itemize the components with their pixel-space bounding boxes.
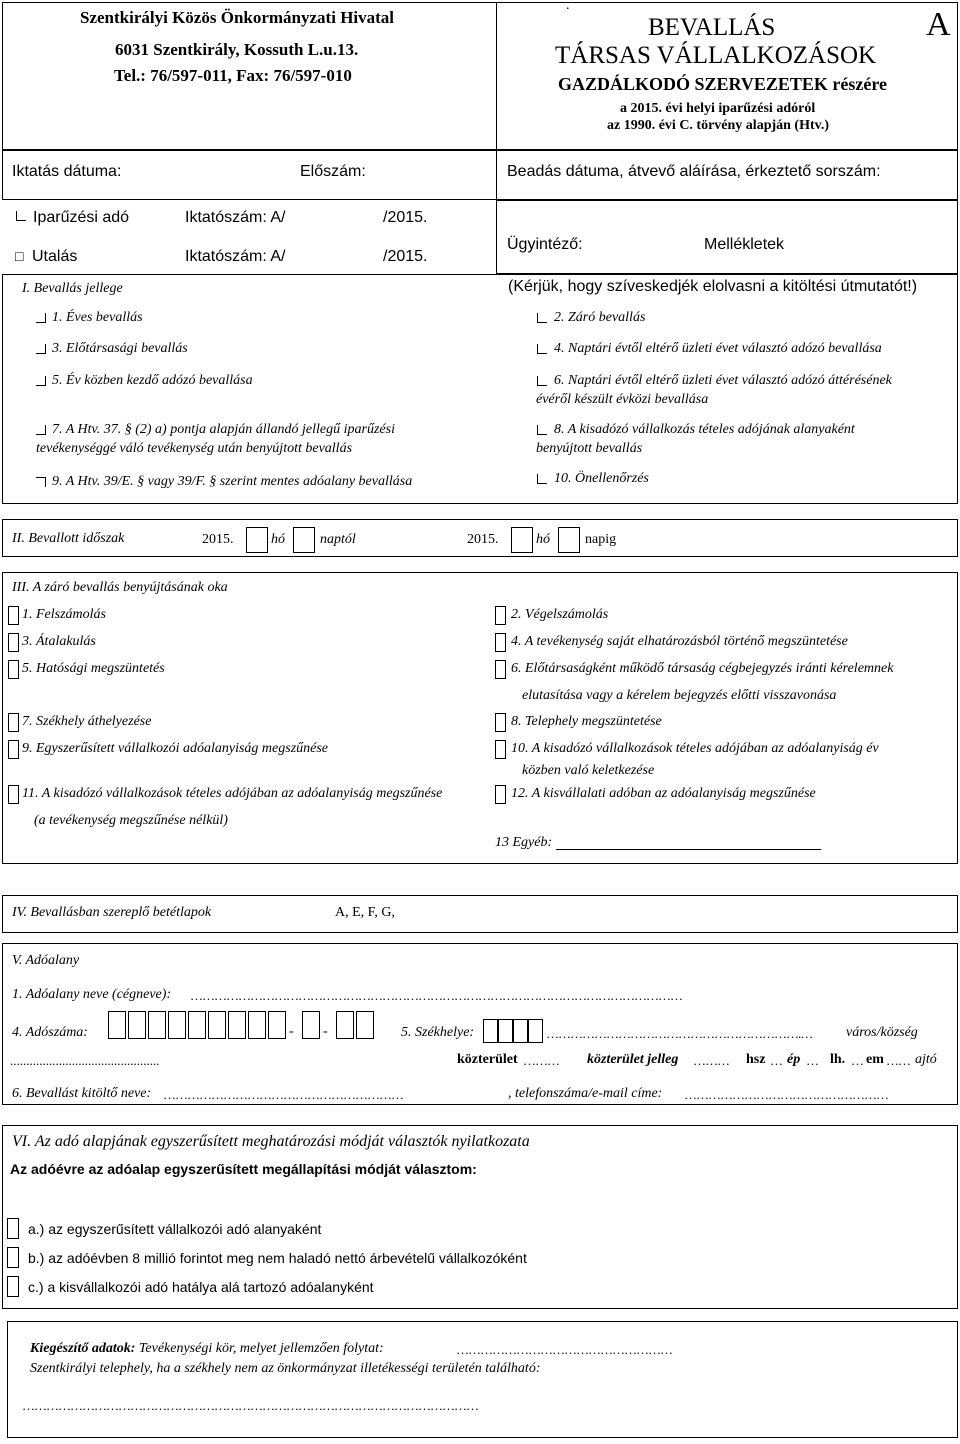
reason6-label-1: 6. Előtársaságként működő társaság cégbejegyzés iránti kérelemnek: [511, 661, 894, 676]
ipar-iktato: Iktatószám: A/: [185, 209, 286, 226]
reason8-checkbox[interactable]: [495, 713, 506, 732]
i10-label: 10. Önellenőrzés: [554, 471, 649, 486]
ipar-year: /2015.: [383, 209, 428, 226]
section1-box: [2, 274, 958, 504]
ep-field[interactable]: …: [770, 1053, 783, 1068]
phone-label: , telefonszáma/e-mail címe:: [508, 1086, 663, 1101]
i7-label-2: tevékenységgé váló tevékenység után benyújtott bevallás: [36, 441, 353, 456]
form-target: GAZDÁLKODÓ SZERVEZETEK részére: [558, 74, 888, 94]
form-subtitle: TÁRSAS VÁLLALKOZÁSOK: [555, 42, 877, 69]
reason4-label: 4. A tevékenység saját elhatározásból történő megszüntetése: [511, 634, 848, 649]
eloszam-label: Előszám:: [300, 163, 366, 180]
zip-digit-2[interactable]: [498, 1019, 513, 1043]
zip-digit-4[interactable]: [528, 1019, 543, 1043]
napig-label: napig: [585, 532, 617, 547]
hsz-field[interactable]: ………: [693, 1053, 729, 1068]
ajto-field[interactable]: ……: [886, 1053, 910, 1068]
street-field[interactable]: ..............................................: [10, 1053, 160, 1068]
utalas-iktato: Iktatószám: A/: [185, 248, 286, 265]
lh-field[interactable]: …: [806, 1053, 819, 1068]
registry-divider: [496, 150, 497, 200]
reason13-label: 13 Egyéb:: [495, 835, 553, 850]
i5-label: 5. Év közben kezdő adózó bevallása: [52, 373, 253, 388]
reason6-label-2: elutasítása vagy a kérelem bejegyzés előtti visszavonása: [522, 688, 837, 703]
tax-digit-7[interactable]: [228, 1011, 246, 1039]
extra-label: Kiegészítő adatok:: [30, 1341, 136, 1356]
i9-label: 9. A Htv. 39/E. § vagy 39/F. § szerint mentes adóalany bevallása: [52, 474, 413, 489]
utalas-year: /2015.: [383, 248, 428, 265]
month-from-label: hó: [271, 532, 285, 547]
reason12-checkbox[interactable]: [495, 785, 506, 804]
i4-label: 4. Naptári évtől eltérő üzleti évet választó adózó bevallása: [554, 341, 882, 356]
section3-title: III. A záró bevallás benyújtásának oka: [12, 580, 228, 595]
utalas-box-icon[interactable]: □: [15, 248, 24, 264]
reason11-checkbox[interactable]: [8, 785, 19, 804]
em-field[interactable]: …: [851, 1053, 864, 1068]
reason3-label: 3. Átalakulás: [22, 634, 96, 649]
lh-label: lh.: [830, 1052, 846, 1067]
period-year-from: 2015.: [202, 532, 234, 547]
form-sub2: az 1990. évi C. törvény alapján (Htv.): [607, 118, 830, 133]
filler-field[interactable]: ……………………………………………………: [163, 1087, 403, 1102]
month-to-label: hó: [536, 532, 550, 547]
reason9-checkbox[interactable]: [8, 740, 19, 759]
tax-digit-5[interactable]: [188, 1011, 206, 1039]
office-name: Szentkirályi Közös Önkormányzati Hivatal: [80, 8, 395, 27]
i3-check-icon[interactable]: [36, 344, 46, 354]
beadas-label: Beadás dátuma, átvevő aláírása, érkeztető sorszám:: [507, 163, 881, 180]
i6-label-2: évéről készült évközi bevallása: [536, 392, 709, 407]
section1-notice: (Kérjük, hogy szíveskedjék elolvasni a kitöltési útmutatót!): [508, 278, 918, 295]
day-to-box[interactable]: [558, 527, 580, 553]
header-dot: .: [566, 0, 570, 13]
section6-title: VI. Az adó alapjának egyszerűsített meghatározási módját választók nyilatkozata: [12, 1133, 530, 1150]
section6-intro: Az adóévre az adóalap egyszerűsített megállapítási módját választom:: [10, 1161, 477, 1177]
reason10-label-1: 10. A kisadózó vállalkozások tételes adójában az adóalanyiság év: [511, 741, 879, 756]
i2-label: 2. Záró bevallás: [554, 310, 646, 325]
reason9-label: 9. Egyszerűsített vállalkozói adóalanyiság megszűnése: [22, 741, 329, 756]
tax-digit-11[interactable]: [336, 1011, 354, 1039]
option-a-label: a.) az egyszerűsített vállalkozói adó alanyaként: [28, 1221, 322, 1237]
reason1-checkbox[interactable]: [8, 606, 19, 625]
reason5-checkbox[interactable]: [8, 660, 19, 679]
reason4-checkbox[interactable]: [495, 633, 506, 652]
kozterulet-jelleg-field[interactable]: ………: [523, 1053, 559, 1068]
reason8-label: 8. Telephely megszüntetése: [511, 714, 662, 729]
tax-digit-8[interactable]: [248, 1011, 266, 1039]
office-address: 6031 Szentkirály, Kossuth L.u.13.: [115, 40, 359, 59]
reason11-label-2: (a tevékenység megszűnése nélkül): [34, 813, 228, 828]
form-title: BEVALLÁS: [648, 14, 776, 41]
extra-text2: Szentkirályi telephely, ha a székhely nem az önkormányzat illetékességi területén található:: [30, 1361, 541, 1376]
day-from-box[interactable]: [293, 527, 315, 553]
i7-label-1: 7. A Htv. 37. § (2) a) pontja alapján állandó jellegű iparűzési: [52, 422, 395, 437]
kozterulet-label: közterület: [457, 1052, 518, 1067]
section1-title: I. Bevallás jellege: [22, 281, 123, 296]
hsz-label: hsz: [746, 1052, 766, 1067]
tax-digit-6[interactable]: [208, 1011, 226, 1039]
tax-dash-1: -: [289, 1024, 294, 1039]
i6-check-icon[interactable]: [537, 376, 547, 386]
varos-label: város/község: [846, 1025, 918, 1040]
i2-check-icon[interactable]: [537, 313, 547, 323]
phone-field[interactable]: ……………………………………………: [684, 1087, 888, 1102]
reason11-label: 11. A kisadózó vállalkozások tételes adójában az adóalanyiság megszűnése: [22, 786, 443, 801]
reason12-label: 12. A kisvállalati adóban az adóalanyiság megszűnése: [511, 786, 816, 801]
option-c-label: c.) a kisvállalkozói adó hatálya alá tartozó adóalanyként: [28, 1279, 374, 1295]
name-field[interactable]: ……………………………………………………………………………………………………………: [190, 988, 682, 1003]
i10-check-icon[interactable]: [537, 474, 547, 484]
section4-title: IV. Bevallásban szereplő betétlapok: [12, 905, 212, 920]
form-sub1: a 2015. évi helyi iparűzési adóról: [620, 101, 816, 116]
section4-sheets: A, E, F, G,: [335, 905, 395, 920]
iktatas-label: Iktatás dátuma:: [12, 163, 122, 180]
em-label: em: [866, 1052, 884, 1067]
ipar-check-icon[interactable]: [16, 211, 26, 221]
reason10-checkbox[interactable]: [495, 740, 506, 759]
i8-check-icon[interactable]: [537, 425, 547, 435]
filler-label: 6. Bevallást kitöltő neve:: [12, 1086, 152, 1101]
name-label: 1. Adóalany neve (cégneve):: [12, 987, 172, 1002]
tax-dash-2: -: [323, 1024, 328, 1039]
tax-digit-10[interactable]: [302, 1011, 320, 1039]
extra-field2[interactable]: ……………………………………………………………………………………………………: [22, 1398, 478, 1413]
month-to-box[interactable]: [511, 527, 533, 553]
option-b-checkbox[interactable]: [7, 1247, 19, 1268]
reason2-checkbox[interactable]: [495, 606, 506, 625]
office-phone: Tel.: 76/597-011, Fax: 76/597-010: [114, 66, 352, 85]
extra-field1[interactable]: ………………………………………………: [456, 1342, 672, 1357]
seat-label: 5. Székhelye:: [401, 1025, 475, 1040]
i3-label: 3. Előtársasági bevallás: [52, 341, 188, 356]
i7-check-icon[interactable]: [36, 425, 46, 435]
extra-line1: [30, 1341, 384, 1357]
option-a-checkbox[interactable]: [7, 1218, 19, 1239]
tax-digit-4[interactable]: [168, 1011, 186, 1039]
ep-label: ép: [787, 1052, 801, 1067]
tax-digit-2[interactable]: [128, 1011, 146, 1039]
i8-label-2: benyújtott bevallás: [536, 441, 643, 456]
section5-title: V. Adóalany: [12, 953, 80, 968]
i1-check-icon[interactable]: [36, 313, 46, 323]
reason6-checkbox[interactable]: [495, 660, 506, 679]
reason13-line[interactable]: [556, 849, 821, 850]
reason7-label: 7. Székhely áthelyezése: [22, 714, 152, 729]
month-from-box[interactable]: [246, 527, 268, 553]
mellekletek-label: Mellékletek: [704, 236, 785, 253]
reason7-checkbox[interactable]: [8, 713, 19, 732]
tax-digit-3[interactable]: [148, 1011, 166, 1039]
ugyintezo-label: Ügyintéző:: [507, 236, 583, 253]
tax-label: 4. Adószáma:: [12, 1025, 88, 1040]
ipar-label: Iparűzési adó: [33, 209, 130, 226]
i8-label-1: 8. A kisadózó vállalkozás tételes adójának alanyaként: [554, 422, 855, 437]
reason2-label: 2. Végelszámolás: [511, 607, 609, 622]
extra-box: [7, 1321, 958, 1438]
i4-check-icon[interactable]: [537, 344, 547, 354]
zip-digit-3[interactable]: [513, 1019, 528, 1043]
zip-digit-1[interactable]: [483, 1019, 498, 1043]
i6-label-1: 6. Naptári évtől eltérő üzleti évet választó adózó áttérésének: [554, 373, 892, 388]
header-divider: [496, 2, 497, 150]
reason5-label: 5. Hatósági megszüntetés: [22, 661, 165, 676]
option-b-label: b.) az adóévben 8 millió forintot meg nem haladó nettó árbevételű vállalkozóként: [28, 1250, 527, 1266]
reason1-label: 1. Felszámolás: [22, 607, 106, 622]
tax-digit-1[interactable]: [108, 1011, 126, 1039]
form-letter: A: [926, 6, 951, 43]
tax-digit-9[interactable]: [268, 1011, 286, 1039]
ajto-label: ajtó: [915, 1052, 937, 1067]
section2-title: II. Bevallott időszak: [12, 531, 125, 546]
seat-field[interactable]: ……………………………………………………….…: [546, 1026, 813, 1041]
option-c-checkbox[interactable]: [7, 1276, 19, 1297]
kozterulet-jelleg-label: közterület jelleg: [587, 1052, 679, 1067]
reason10-label-2: közben való keletkezése: [522, 763, 655, 778]
naptol-label: naptól: [320, 532, 356, 547]
reason3-checkbox[interactable]: [8, 633, 19, 652]
i1-label: 1. Éves bevallás: [52, 310, 143, 325]
period-year-to: 2015.: [467, 532, 499, 547]
tax-digit-12[interactable]: [356, 1011, 374, 1039]
extra-text1: Tevékenységi kör, melyet jellemzően folytat:: [135, 1341, 384, 1356]
utalas-label: Utalás: [32, 248, 78, 265]
i5-check-icon[interactable]: [36, 376, 46, 386]
i9-check-icon[interactable]: [36, 477, 46, 487]
